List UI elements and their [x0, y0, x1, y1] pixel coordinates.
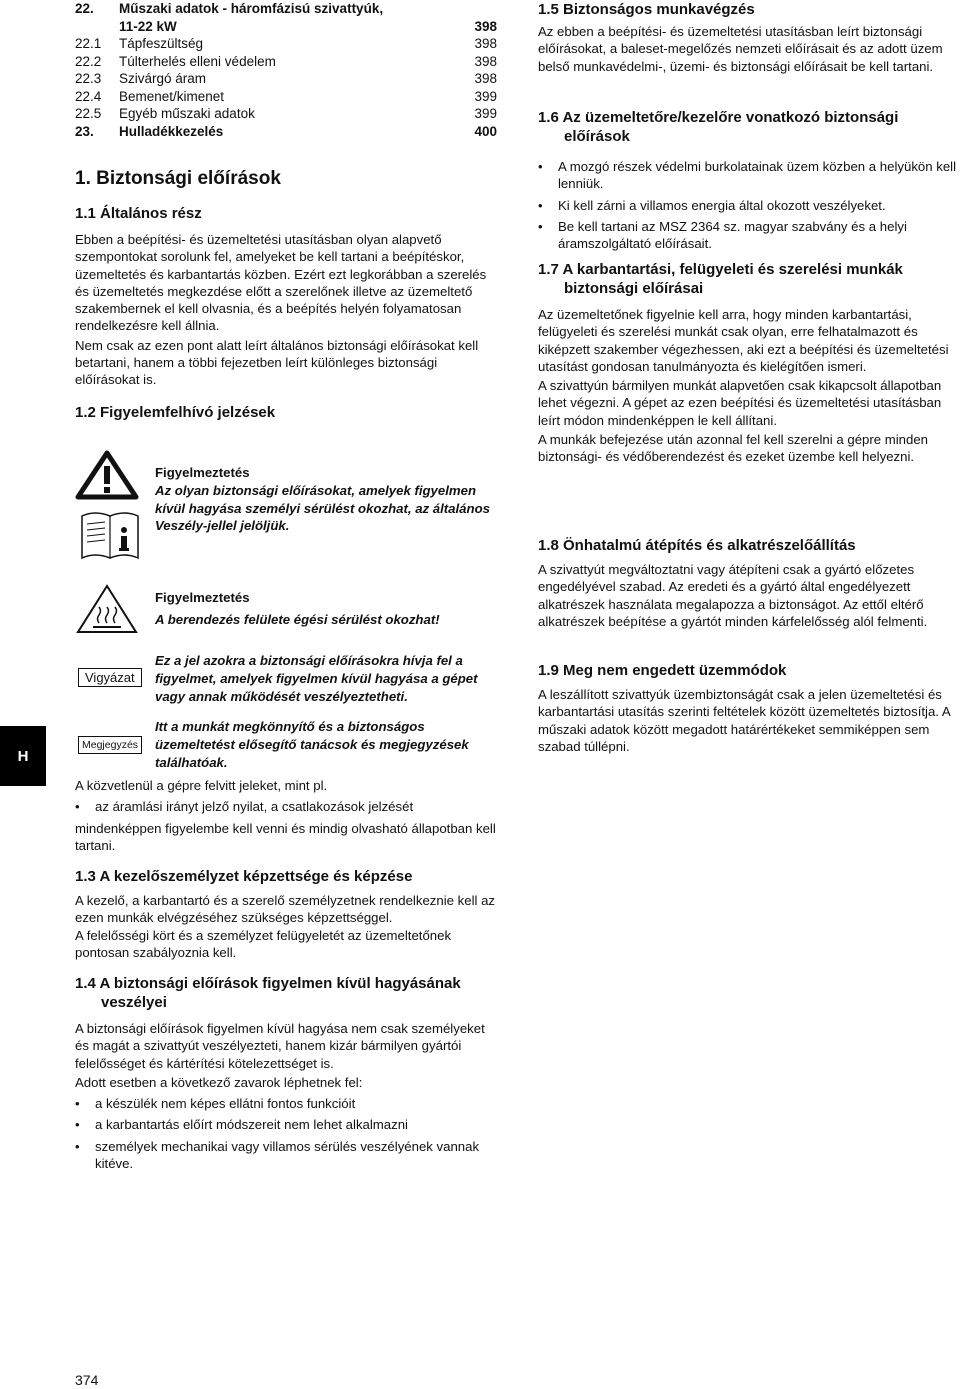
- toc-row: [75, 105, 497, 123]
- warning-hot-surface-text: [155, 589, 505, 629]
- section-1-4-list: [75, 1095, 497, 1172]
- toc-page: 398: [474, 36, 497, 51]
- section-1-8-title: 1.8 Önhatalmú átépítés és alkatrészelőállítás: [538, 537, 856, 554]
- section-1-2-title: 1.2 Figyelemfelhívó jelzések: [75, 404, 276, 421]
- warning-triangle-icon: [75, 450, 139, 500]
- section-1-9-title: 1.9 Meg nem engedett üzemmódok: [538, 662, 787, 679]
- section-1-4-paragraph-2: Adott esetben a következő zavarok léphetnek fel:: [75, 1074, 363, 1090]
- markings-list: [75, 798, 497, 815]
- caution-label: Vigyázat: [78, 668, 142, 687]
- section-1-4-title-line-1: 1.4 A biztonsági előírások figyelmen kívül hagyásának: [75, 975, 461, 992]
- section-1-1: [75, 204, 497, 389]
- section-1-8: [538, 536, 960, 630]
- toc-num: 22.: [75, 1, 94, 16]
- toc-row: [75, 53, 497, 71]
- section-1-7-title-line-2: biztonsági előírásai: [564, 280, 704, 297]
- section-1-4: [75, 974, 497, 1176]
- section-1-4-title: [75, 974, 497, 1012]
- toc-page: [457, 0, 497, 18]
- section-1-6-list: [538, 158, 960, 252]
- note-text: Itt a munkát megkönnyítő és a biztonságos üzemeltetést elősegítő tanácsok és megjegyzések találhatóak.: [155, 719, 469, 770]
- warning-general: [75, 450, 497, 570]
- hot-surface-icon: [75, 583, 139, 635]
- list-item: • személyek mechanikai vagy villamos sérülés veszélyének vannak kitéve.: [75, 1138, 497, 1173]
- section-1-1-title: 1.1 Általános rész: [75, 205, 202, 222]
- section-1-6-title-line-1: 1.6 Az üzemeltetőre/kezelőre vonatkozó biztonsági: [538, 109, 899, 126]
- warning-hot-surface: [75, 583, 497, 643]
- section-1-7-paragraph-2: A szivattyún bármilyen munkát alapvetően csak kikapcsolt állapotban lehet végezni. A gépet az ezen beépítési és üzemeltetési utasításban leírt módon mindenképpen le kell állítani.: [538, 378, 942, 428]
- section-1-3-paragraph-1: A kezelő, a karbantartó és a szerelő személyzetnek rendelkeznie kell az ezen munkák elvégzéséhez szükséges képzettséggel.: [75, 893, 496, 926]
- list-item: • az áramlási irányt jelző nyilat, a csatlakozások jelzését: [75, 798, 497, 815]
- toc-title: Egyéb műszaki adatok: [119, 106, 255, 121]
- list-item: • A mozgó részek védelmi burkolatainak üzem közben a helyükön kell lenniük.: [538, 158, 960, 193]
- section-1-4-paragraph-1: A biztonsági előírások figyelmen kívül hagyása nem csak személyeket és magát a szivattyút veszélyezteti, hanem kizár bármilyen gyártói felelősséget és kártérítési kötelezettséget is.: [75, 1021, 485, 1071]
- section-1-7-paragraph-1: Az üzemeltetőnek figyelnie kell arra, hogy minden karbantartási, felügyeleti és szerelési munkát csak olyan, erre felhatalmazott és kiképzett szakember végezhessen, aki ezt a beépítési és üzemeltetési utasítást gondosan tanulmányozta és kielégítően ismeri.: [538, 307, 949, 374]
- section-1-title: 1. Biztonsági előírások: [75, 168, 281, 189]
- section-1-5: [538, 0, 960, 75]
- language-tab-label: H: [17, 747, 29, 765]
- language-tab: [0, 726, 46, 786]
- section-1-3-paragraph-2: A felelősségi kört és a személyzet felügyeletét az üzemeltetőnek pontosan szabályoznia kell.: [75, 927, 452, 960]
- caution-text: Ez a jel azokra a biztonsági előírásokra hívja fel a figyelmet, amelyek figyelmen kívül hagyása a gépet vagy annak működését veszélyeztetheti.: [155, 653, 478, 704]
- list-item: • a készülék nem képes ellátni fontos funkcióit: [75, 1095, 497, 1112]
- section-1-5-title: 1.5 Biztonságos munkavégzés: [538, 1, 755, 18]
- caution-notice: [75, 650, 497, 710]
- section-1-3: [75, 867, 497, 961]
- section-1-9: [538, 661, 960, 755]
- section-1-1-paragraph-2: Nem csak az ezen pont alatt leírt általános biztonsági előírásokat kell betartani, hanem a többi fejezetben leírt különleges biztonsági előírásokat is.: [75, 337, 479, 388]
- list-item: • Ki kell zárni a villamos energia által okozott veszélyeket.: [538, 197, 960, 214]
- section-1-1-paragraph-1: Ebben a beépítési- és üzemeltetési utasításban olyan alapvető szempontokat sorolunk fel, amelyeket be kell tartani a beépítéskor, üzemeltetés és karbantartás közben. Ezért ezt legkorábban a szerelés és üzemeltetés megkezdése előtt a szerelőnek illetve az üzemeltető szakembernek el kell olvasnia, és a beépítés helyén folyamatosan rendelkezésre kell állnia.: [75, 232, 487, 334]
- list-item: • a karbantartás előírt módszereit nem lehet alkalmazni: [75, 1116, 497, 1133]
- toc-title: Műszaki adatok - háromfázisú szivattyúk,: [119, 1, 384, 16]
- markings-outro: mindenképpen figyelembe kell venni és mindig olvasható állapotban kell tartani.: [75, 820, 496, 853]
- warning-general-body: Az olyan biztonsági előírásokat, amelyek figyelmen kívül hagyása személyi sérülést okozhat, az általános Veszély-jellel jelöljük.: [155, 482, 490, 534]
- table-of-contents: [75, 0, 497, 140]
- toc-title: 11-22 kW: [119, 18, 177, 34]
- section-1-9-paragraph-1: A leszállított szivattyúk üzembiztonságát csak a jelen üzemeltetési és karbantartási utasítás szerinti feltételek között üzemeltetés biztosítja. A műszaki adatok között megadott határértékeket semmiképpen sem szabad túllépni.: [538, 687, 950, 754]
- toc-row: [75, 70, 497, 88]
- toc-title: Túlterhelés elleni védelem: [119, 53, 276, 69]
- warning-general-heading: Figyelmeztetés: [155, 465, 250, 480]
- section-1-7-title-line-1: 1.7 A karbantartási, felügyeleti és szerelési munkák: [538, 261, 903, 278]
- toc-page: 399: [474, 106, 497, 121]
- toc-row: [75, 88, 497, 106]
- section-1-6-title-line-2: előírások: [564, 128, 630, 145]
- machine-markings: [75, 777, 497, 854]
- toc-num: 22.5: [75, 106, 102, 121]
- toc-num: 22.2: [75, 53, 102, 69]
- page-number: 374: [75, 1372, 99, 1388]
- section-1-6-title: [538, 108, 960, 146]
- markings-intro: A közvetlenül a gépre felvitt jeleket, mint pl.: [75, 778, 328, 793]
- toc-row: [75, 123, 497, 141]
- toc-title: Bemenet/kimenet: [119, 88, 225, 104]
- toc-num: 23.: [75, 123, 94, 139]
- note-notice: [75, 718, 497, 770]
- toc-title: Tápfeszültség: [119, 36, 204, 51]
- section-1-5-paragraph-1: Az ebben a beépítési- és üzemeltetési utasításban leírt biztonsági előírásokat, a baleset-megelőzés nemzeti előírásait és az adott üzem belső munkavédelmi-, üzemi- és biztonsági előírásait be kell tartani.: [538, 24, 943, 74]
- toc-num: [75, 18, 119, 36]
- toc-page: 398: [474, 53, 497, 69]
- list-item: • Be kell tartani az MSZ 2364 sz. magyar szabvány és a helyi áramszolgáltató előírásait.: [538, 218, 960, 253]
- section-1-4-title-line-2: veszélyei: [101, 994, 167, 1011]
- toc-page: 398: [474, 18, 497, 34]
- section-1-2-title-block: [75, 403, 497, 422]
- warning-hot-surface-heading: Figyelmeztetés: [155, 590, 250, 605]
- warning-general-text: [155, 464, 505, 535]
- toc-num: 22.1: [75, 36, 102, 51]
- section-1-7-title: [538, 260, 960, 298]
- toc-page: 398: [474, 71, 497, 86]
- note-label: Megjegyzés: [78, 736, 142, 754]
- toc-title: Szivárgó áram: [119, 71, 207, 86]
- toc-title: Hulladékkezelés: [119, 123, 224, 139]
- toc-num: 22.4: [75, 88, 102, 104]
- section-1-7-paragraph-3: A munkák befejezése után azonnal fel kell szerelni a gépre minden biztonsági- és védőberendezést és ezeket üzembe kell helyezni.: [538, 432, 929, 465]
- section-1-7: [538, 260, 960, 466]
- toc-row: [75, 35, 497, 53]
- toc-page: 400: [474, 123, 497, 139]
- toc-row: [75, 0, 497, 18]
- manual-info-icon: [79, 510, 141, 562]
- toc-num: 22.3: [75, 71, 102, 86]
- section-1-8-paragraph-1: A szivattyút megváltoztatni vagy átépíteni csak a gyártó előzetes engedélyével szabad. Az eredeti és a gyártó által engedélyezett alkatrészek használata megalapozza a biztonságot. Az ettől eltérő alkatrészek beépítése a gyártót minden kárfelelősség alól felmenti.: [538, 562, 928, 629]
- section-1-6: [538, 108, 960, 256]
- toc-row: [75, 18, 497, 36]
- warning-hot-surface-body: A berendezés felülete égési sérülést okozhat!: [155, 611, 440, 627]
- toc-page: 399: [474, 88, 497, 104]
- section-1-3-title: 1.3 A kezelőszemélyzet képzettsége és képzése: [75, 868, 413, 885]
